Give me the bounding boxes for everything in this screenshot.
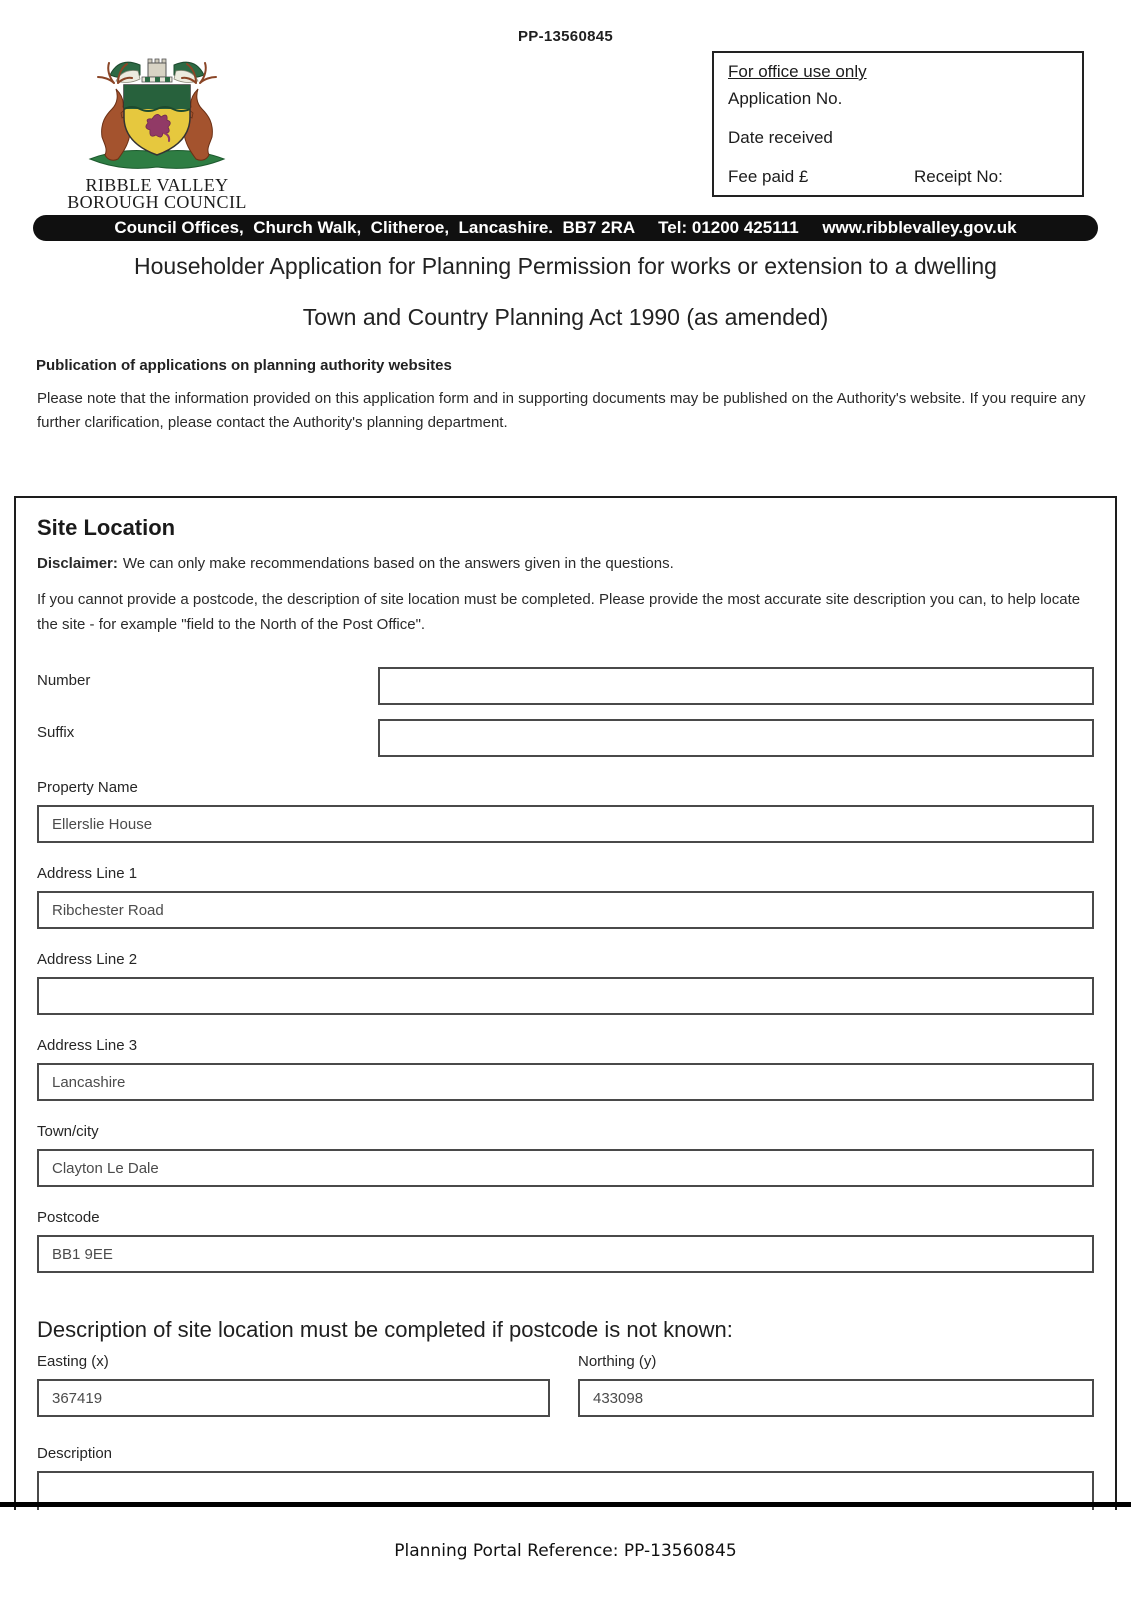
town-city-label: Town/city	[37, 1123, 99, 1140]
field-address-line-3	[37, 1037, 1094, 1101]
northing-label: Northing (y)	[578, 1353, 657, 1370]
field-northing	[578, 1353, 1094, 1417]
easting-label: Easting (x)	[37, 1353, 109, 1370]
planning-portal-reference: Planning Portal Reference: PP-13560845	[394, 1541, 737, 1561]
address-line-3-input[interactable]	[37, 1063, 1094, 1101]
town-city-input[interactable]	[37, 1149, 1094, 1187]
postcode-label: Postcode	[37, 1209, 100, 1226]
crest-tower-icon	[142, 59, 172, 82]
disclaimer-label: Disclaimer:	[37, 555, 118, 572]
field-town-city	[37, 1123, 1094, 1187]
address-line-1-label: Address Line 1	[37, 865, 138, 882]
address-line-2-label: Address Line 2	[37, 951, 138, 968]
pp-reference: PP-13560845	[517, 28, 614, 45]
number-label: Number	[37, 672, 91, 689]
description-section-heading: Description of site location must be completed if postcode is not known:	[37, 1317, 733, 1342]
office-use-title: For office use only	[728, 62, 867, 81]
date-received-label: Date received	[728, 128, 833, 147]
disclaimer	[37, 555, 1094, 572]
coordinates-row	[37, 1353, 1094, 1417]
crest-shield	[124, 85, 190, 155]
field-easting	[37, 1353, 550, 1417]
property-name-label: Property Name	[37, 779, 138, 796]
address-line-3-label: Address Line 3	[37, 1037, 138, 1054]
form-header	[0, 51, 1131, 215]
property-name-input[interactable]	[37, 805, 1094, 843]
description-label: Description	[37, 1445, 113, 1462]
field-address-line-2	[37, 951, 1094, 1015]
field-postcode	[37, 1209, 1094, 1273]
field-address-line-1	[37, 865, 1094, 929]
field-number	[37, 667, 1094, 705]
field-property-name	[37, 779, 1094, 843]
council-name-line1: RIBBLE VALLEY	[85, 175, 229, 195]
publication-body: Please note that the information provided on this application form and in supporting documents may be published on the Authority's website. If you require any further clarification, please contact the Authority's planning department.	[37, 390, 1086, 431]
suffix-input[interactable]	[378, 719, 1094, 757]
number-input[interactable]	[378, 667, 1094, 705]
fee-paid-label: Fee paid £	[728, 167, 809, 186]
receipt-no-label: Receipt No:	[914, 167, 1003, 186]
easting-input[interactable]	[37, 1379, 550, 1417]
council-logo-block	[53, 51, 261, 211]
publication-heading: Publication of applications on planning authority websites	[36, 357, 452, 374]
field-description	[37, 1445, 1094, 1510]
field-suffix	[37, 719, 1094, 757]
office-use-box	[712, 51, 1084, 197]
northing-input[interactable]	[578, 1379, 1094, 1417]
application-no-label: Application No.	[728, 89, 843, 108]
site-location-heading: Site Location	[37, 515, 176, 540]
council-address-bar: Council Offices, Church Walk, Clitheroe, Lancashire. BB7 2RA Tel: 01200 425111 www.ribblevalley.gov.uk	[33, 215, 1098, 241]
postcode-input[interactable]	[37, 1235, 1094, 1273]
form-title: Householder Application for Planning Permission for works or extension to a dwelling	[134, 253, 997, 279]
site-location-section	[14, 496, 1117, 1510]
disclaimer-text: We can only make recommendations based on the answers given in the questions.	[122, 555, 674, 572]
statute-title: Town and Country Planning Act 1990 (as amended)	[302, 304, 829, 330]
site-location-instructions: If you cannot provide a postcode, the description of site location must be completed. Please provide the most accurate site description you can, to help locate the site - for example "field to the North of the Post Office".	[37, 591, 1081, 633]
suffix-label: Suffix	[37, 724, 75, 741]
page-boundary-line	[0, 1502, 1131, 1507]
address-line-1-input[interactable]	[37, 891, 1094, 929]
address-line-2-input[interactable]	[37, 977, 1094, 1015]
council-crest-logo	[72, 51, 242, 177]
council-name-line2: BOROUGH COUNCIL	[67, 192, 247, 212]
